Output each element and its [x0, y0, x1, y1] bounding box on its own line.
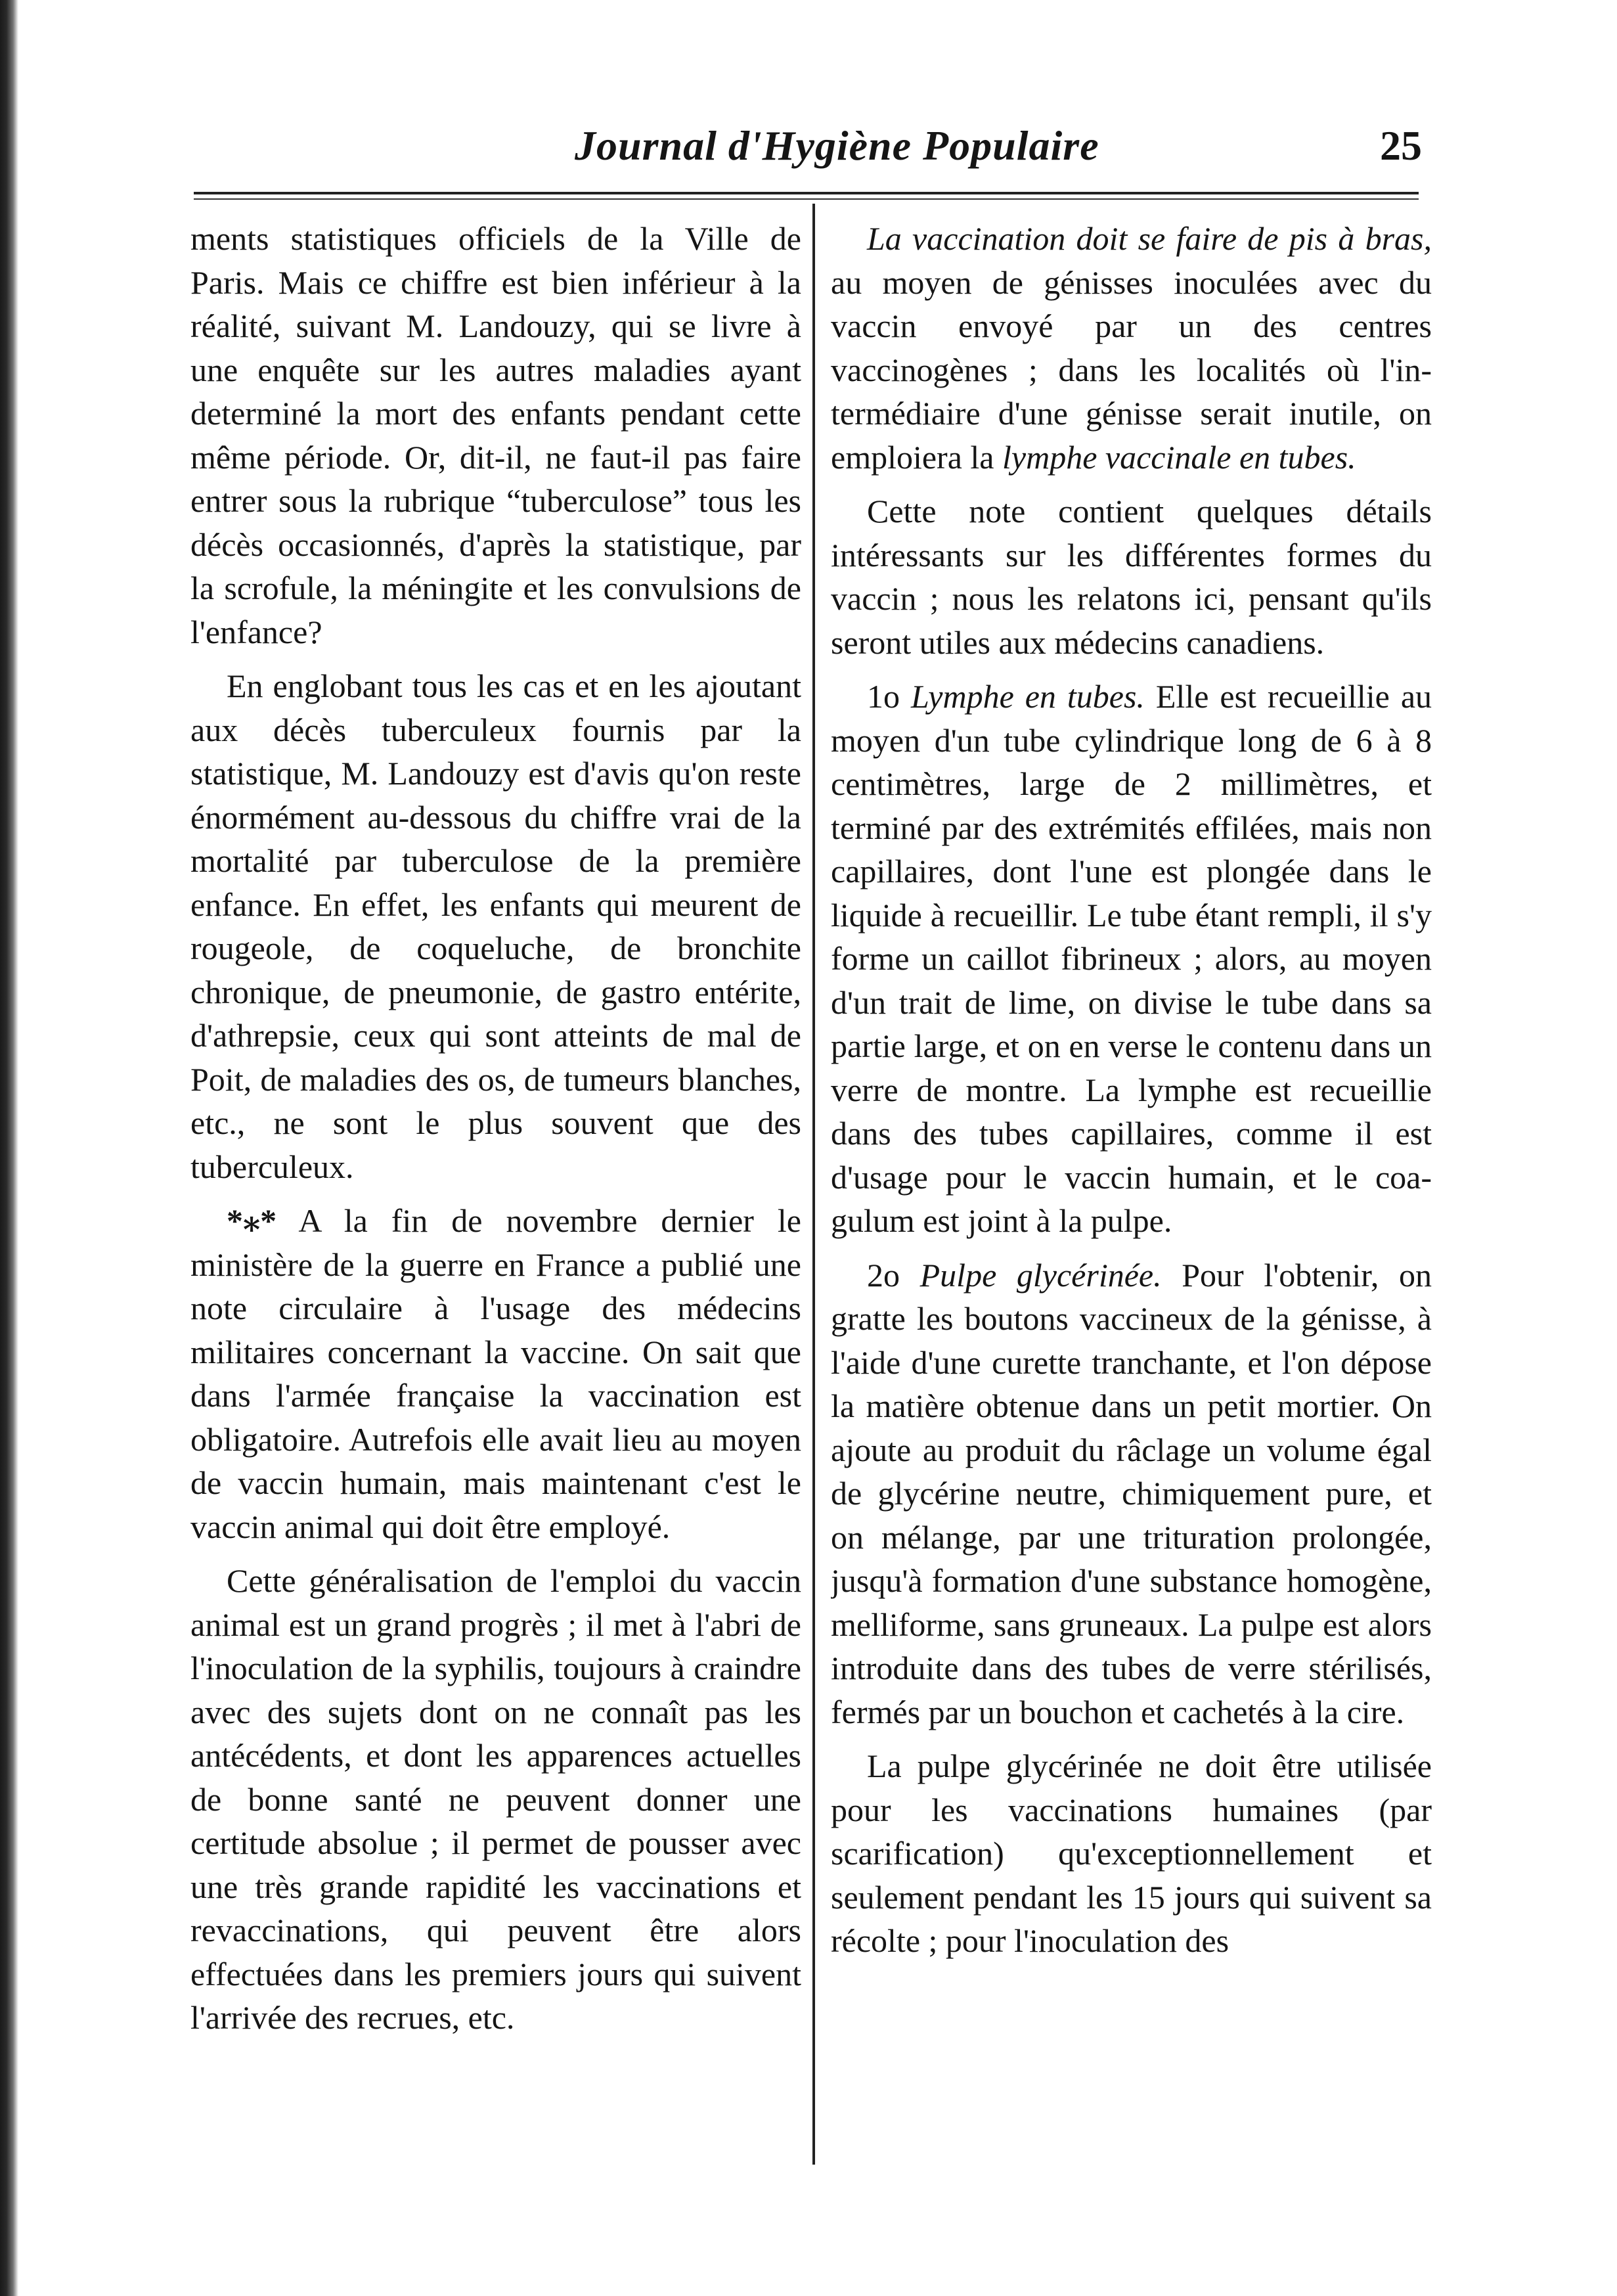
right-paragraph-1-italic-b: lymphe vaccinale en tubes.	[1002, 438, 1356, 476]
right-paragraph-1-italic-a: La vaccination doit se faire de pis à bras,	[867, 220, 1432, 257]
item-heading-pulpe: Pulpe glycérinée.	[919, 1256, 1162, 1294]
item-number-1: 1o	[867, 678, 900, 715]
left-paragraph-3-text: A la fin de novembre dernier le ministère de la guerre en France a publié une note circulaire à l'usage des médecins militaires concernant la vaccine. On sait que dans l'armée française la vaccination est obligatoire. Autrefois elle avait lieu au moyen de vaccin humain, mais maintenant c'est le vaccin animal qui doit être employé.	[190, 1202, 801, 1545]
right-paragraph-4-text: Pour l'obtenir, on gratte les boutons vaccineux de la génisse, à l'aide d'une curette tranchante, et l'on dépose la matière obtenue dans un petit mortier. On ajoute au produit du râclage un volume égal de glycérine neutre, chimiquement pure, et on mélange, par une trituration prolongée, jusqu'à formation d'une substance homogène, melliforme, sans gruneaux. La pulpe est alors introduite dans des tubes de verre stérilisés, fermés par un bouchon et cachetés à la cire.	[831, 1256, 1432, 1730]
left-paragraph-2: En englobant tous les cas et en les ajoutant aux décès tuberculeux fournis par la statistique, M. Landouzy est d'avis qu'on reste énormément au-dessous du chiffre vrai de la mortalité par tuberculose de la première enfance. En effet, les enfants qui meurent de rougeole, de coqueluche, de bronchite chronique, de pneumonie, de gastro entérite, d'athrepsie, ceux qui sont atteints de mal de Poit, de maladies des os, de tumeurs blanches, etc., ne sont le plus souvent que des tuberculeux.	[190, 667, 801, 1185]
right-paragraph-3-text: Elle est recueillie au moyen d'un tube cylindrique long de 6 à 8 centimètres, large de 2 millimètres, et terminé par des extrémités effilées, mais non capillaires, dont l'une est plongée dans le liquide à recueillir. Le tube étant rempli, il s'y forme un caillot fibrineux ; alors, au moyen d'un trait de lime, on divise le tube dans sa partie large, et on en verse le contenu dans un verre de montre. La lymphe est recueillie dans des tubes capillaires, comme il est d'usage pour le vaccin humain, et le coagulum est joint à la pulpe.	[831, 678, 1432, 1239]
right-paragraph-4	[831, 1253, 1432, 1734]
item-number-2: 2o	[867, 1256, 900, 1294]
right-paragraph-1	[831, 217, 1432, 479]
page-header	[187, 115, 1422, 187]
left-column	[190, 217, 801, 2155]
left-paragraph-1: ments statistiques officiels de la Ville de Paris. Mais ce chiffre est bien inférieur à la réalité, suivant M. Landouzy, qui se livre à une enquête sur les autres maladies ayant determiné la mort des enfants pendant cette même période. Or, dit-il, ne faut-il pas faire entrer sous la rubrique “tuberculose” tous les décès occasionnés, d'après la statistique, par la scrofule, la méningite et les convulsions de l'enfance?	[190, 220, 801, 650]
column-divider	[812, 204, 815, 2165]
item-heading-lymphe: Lymphe en tubes.	[910, 678, 1145, 715]
binding-edge	[0, 0, 18, 2296]
right-paragraph-2: Cette note contient quelques détails intéressants sur les différentes formes du vaccin ; nous les relatons ici, pensant qu'ils seront utiles aux médecins canadiens.	[831, 493, 1432, 661]
right-paragraph-1-text: au moyen de génisses inoculées avec du vaccin envoyé par un des centres vaccinogènes ; dans les localités où l'intermédiaire d'une génisse serait inutile, on emploiera la	[831, 263, 1432, 476]
right-paragraph-3	[831, 675, 1432, 1243]
running-title: Journal d'Hygiène Populaire	[575, 122, 1099, 169]
header-rule	[194, 192, 1419, 194]
header-rule-thin	[194, 198, 1419, 200]
right-column	[831, 217, 1432, 2155]
page-number: 25	[1380, 122, 1422, 169]
right-paragraph-5: La pulpe glycérinée ne doit être utilisée pour les vaccinations humaines (par scarification) qu'exceptionnellement et seulement pendant les 15 jours qui suivent sa récolte ; pour l'inoculation des	[831, 1747, 1432, 1959]
asterism-mark: *⁎*	[227, 1202, 277, 1239]
left-paragraph-4: Cette généralisation de l'emploi du vaccin animal est un grand progrès ; il met à l'abri de l'inoculation de la syphilis, toujours à craindre avec des sujets dont on ne connaît pas les antécédents, et dont les apparences actuelles de bonne santé ne peuvent donner une certitude absolue ; il permet de pousser avec une très grande rapidité les vaccinations et revaccinations, qui peuvent être alors effectuées dans les premiers jours qui suivent l'arrivée des recrues, etc.	[190, 1562, 801, 2036]
left-paragraph-3	[190, 1199, 801, 1548]
